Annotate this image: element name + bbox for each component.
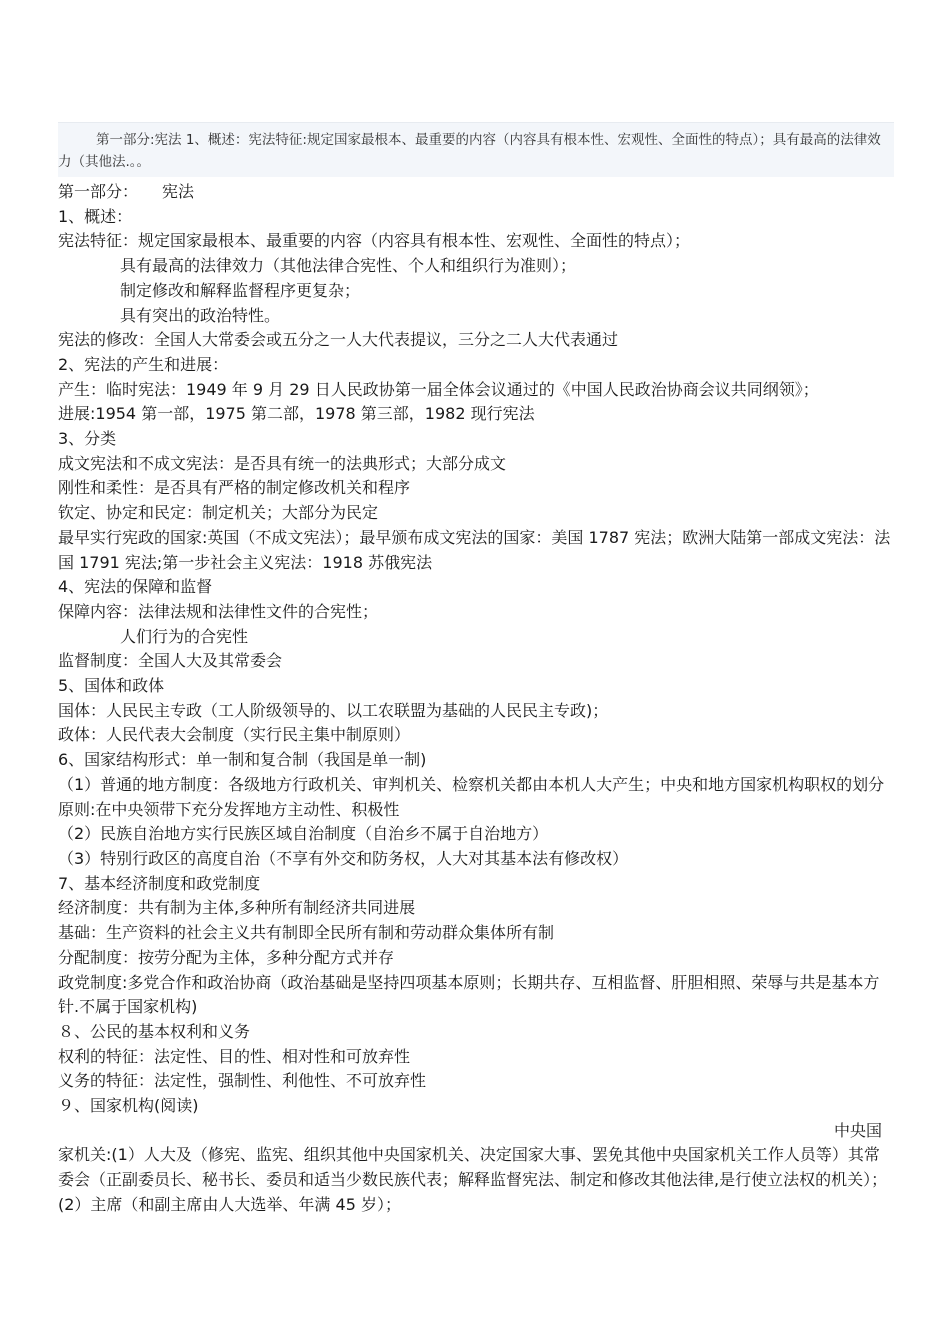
section-heading-8: ８、公民的基本权利和义务 bbox=[58, 1021, 251, 1041]
section-heading-3: 3、分类 bbox=[58, 429, 117, 449]
paragraph-line: （2）民族自治地方实行民族区域自治制度（自治乡不属于自治地方） bbox=[58, 824, 549, 844]
section-heading-4: 4、宪法的保障和监督 bbox=[58, 577, 213, 597]
section-heading-6: 6、国家结构形式：单一制和复合制（我国是单一制) bbox=[58, 750, 427, 770]
paragraph-line: 国体：人民民主专政（工人阶级领导的、以工农联盟为基础的人民民主专政)； bbox=[58, 700, 609, 720]
paragraph-line: 家机关:(1）人大及（修宪、监宪、组织其他中央国家机关、决定国家大事、罢免其他中央国家机关工作人员等）其常委会（正副委员长、秘书长、委员和适当少数民族代表；解释监督宪法、制定和修改其他法律,是行使立法权的机关）； bbox=[58, 1145, 888, 1190]
paragraph-line: 钦定、协定和民定：制定机关；大部分为民定 bbox=[58, 503, 379, 523]
paragraph-line: 产生：临时宪法：1949 年 9 月 29 日人民政协第一届全体会议通过的《中国人民政治协商会议共同纲领》； bbox=[58, 379, 819, 399]
summary-box bbox=[58, 122, 894, 177]
paragraph-line: 义务的特征：法定性，强制性、利他性、不可放弃性 bbox=[58, 1071, 427, 1091]
section-heading-5: 5、国体和政体 bbox=[58, 676, 165, 696]
paragraph-line: 权利的特征：法定性、目的性、相对性和可放弃性 bbox=[58, 1046, 411, 1066]
section-heading-7: 7、基本经济制度和政党制度 bbox=[58, 873, 261, 893]
paragraph-line: (2）主席（和副主席由人大选举、年满 45 岁）； bbox=[58, 1194, 401, 1214]
paragraph-line: 经济制度：共有制为主体,多种所有制经济共同进展 bbox=[58, 898, 416, 918]
section-heading-2: 2、宪法的产生和进展： bbox=[58, 354, 229, 374]
paragraph-line: 最早实行宪政的国家:英国（不成文宪法）；最早颁布成文宪法的国家：美国 1787 宪法；欧洲大陆第一部成文宪法：法国 1791 宪法;第一步社会主义宪法：1918 苏俄宪法 bbox=[58, 527, 891, 572]
paragraph-line: 宪法的修改：全国人大常委会或五分之一人大代表提议，三分之二人大代表通过 bbox=[58, 330, 619, 350]
paragraph-line: 具有突出的政治特性。 bbox=[120, 305, 281, 325]
document-body bbox=[58, 180, 892, 1218]
paragraph-line: 人们行为的合宪性 bbox=[120, 626, 249, 646]
paragraph-line: 保障内容：法律法规和法律性文件的合宪性； bbox=[58, 601, 379, 621]
paragraph-line: 具有最高的法律效力（其他法律合宪性、个人和组织行为准则）； bbox=[120, 256, 577, 276]
summary-text: 第一部分:宪法 1、概述：宪法特征:规定国家最根本、最重要的内容（内容具有根本性、宏观性、全面性的特点）；具有最高的法律效力（其他法.。。 bbox=[58, 132, 881, 170]
paragraph-line: 分配制度：按劳分配为主体，多种分配方式并存 bbox=[58, 947, 395, 967]
paragraph-line: 基础：生产资料的社会主义共有制即全民所有制和劳动群众集体所有制 bbox=[58, 923, 555, 943]
paragraph-line: 成文宪法和不成文宪法：是否具有统一的法典形式；大部分成文 bbox=[58, 453, 507, 473]
paragraph-line: 中央国 bbox=[833, 1120, 882, 1140]
part-heading: 第一部分： 宪法 bbox=[58, 182, 195, 201]
paragraph-line: （3）特别行政区的高度自治（不享有外交和防务权，人大对其基本法有修改权） bbox=[58, 848, 629, 868]
paragraph-line: 刚性和柔性：是否具有严格的制定修改机关和程序 bbox=[58, 478, 411, 498]
paragraph-line: 宪法特征：规定国家最根本、最重要的内容（内容具有根本性、宏观性、全面性的特点）； bbox=[58, 231, 691, 251]
paragraph-line: （1）普通的地方制度：各级地方行政机关、审判机关、检察机关都由本机人大产生；中央和地方国家机构职权的划分原则:在中央领带下充分发挥地方主动性、积极性 bbox=[58, 774, 885, 819]
paragraph-line: 制定修改和解释监督程序更复杂； bbox=[120, 280, 361, 300]
section-heading-1: 1、概述： bbox=[58, 206, 133, 226]
paragraph-line: 政党制度:多党合作和政治协商（政治基础是坚持四项基本原则；长期共存、互相监督、肝胆相照、荣辱与共是基本方针.不属于国家机构) bbox=[58, 972, 880, 1017]
paragraph-line: 政体：人民代表大会制度（实行民主集中制原则） bbox=[58, 725, 411, 745]
paragraph-line: 进展:1954 第一部，1975 第二部，1978 第三部，1982 现行宪法 bbox=[58, 404, 535, 424]
section-heading-9: ９、国家机构(阅读) bbox=[58, 1096, 199, 1116]
paragraph-line: 监督制度：全国人大及其常委会 bbox=[58, 651, 283, 671]
